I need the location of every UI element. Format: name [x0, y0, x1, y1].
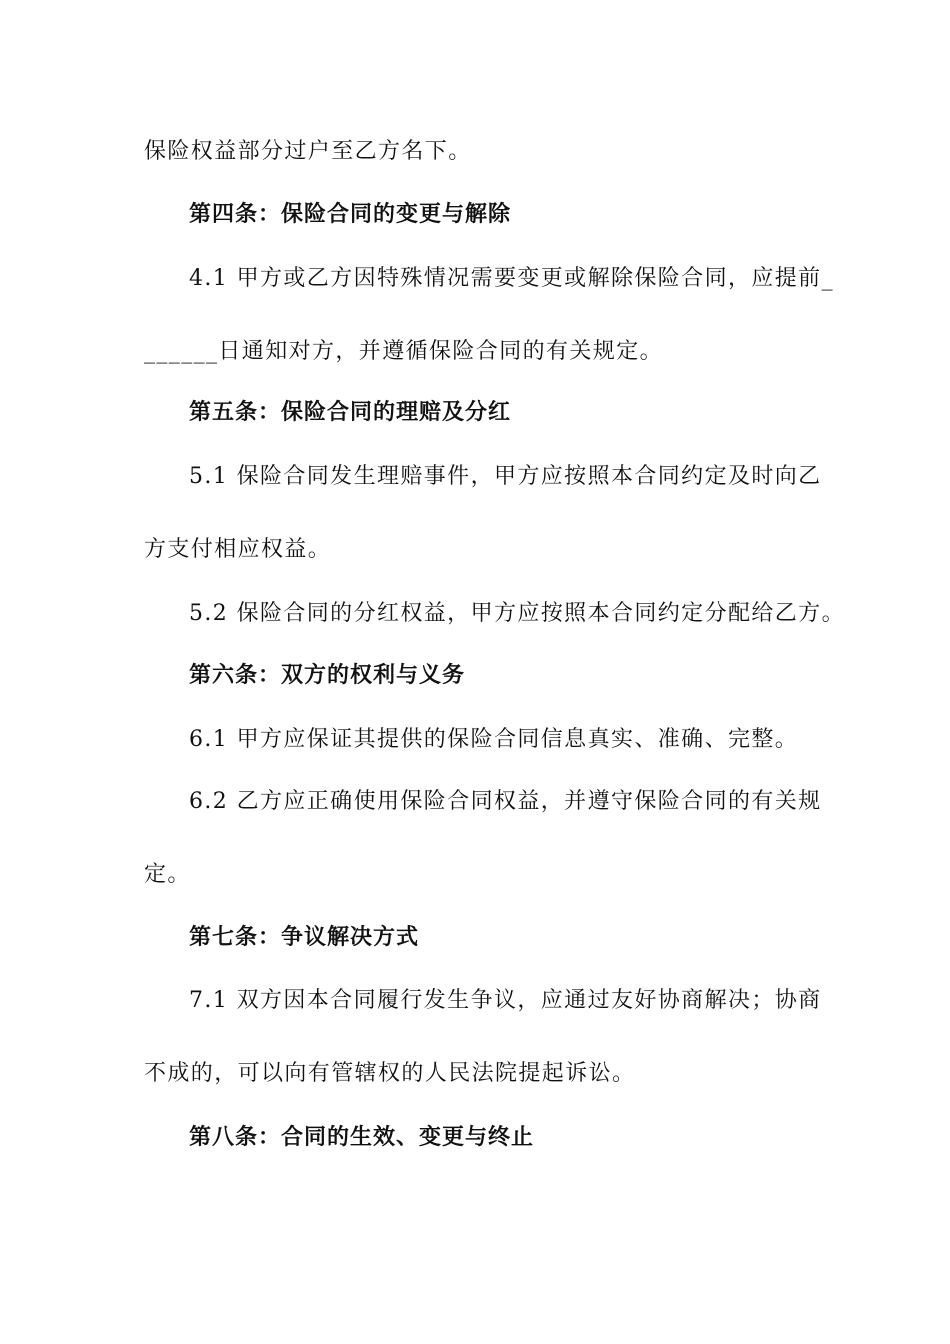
- clause-7-1-line-1: 7.1 双方因本合同履行发生争议，应通过友好协商解决；协商: [189, 988, 822, 1013]
- article-8-heading: 第八条：合同的生效、变更与终止: [189, 1125, 535, 1150]
- clause-5-1-line-2: 方支付相应权益。: [144, 537, 332, 562]
- clause-7-1-line-2: 不成的，可以向有管辖权的人民法院提起诉讼。: [144, 1061, 636, 1086]
- clause-4-1-line-1: 4.1 甲方或乙方因特殊情况需要变更或解除保险合同，应提前_: [189, 266, 834, 291]
- article-5-heading: 第五条：保险合同的理赔及分红: [189, 400, 512, 425]
- article-4-heading: 第四条：保险合同的变更与解除: [189, 202, 512, 227]
- clause-5-2: 5.2 保险合同的分红权益，甲方应按照本合同约定分配给乙方。: [189, 601, 845, 626]
- article-7-heading: 第七条：争议解决方式: [189, 925, 420, 950]
- clause-6-2-line-2: 定。: [144, 862, 191, 887]
- paragraph-continuation: 保险权益部分过户至乙方名下。: [144, 139, 472, 164]
- clause-4-1-line-2: ______日通知对方，并遵循保险合同的有关规定。: [144, 339, 664, 364]
- clause-6-2-line-1: 6.2 乙方应正确使用保险合同权益，并遵守保险合同的有关规: [189, 789, 822, 814]
- clause-5-1-line-1: 5.1 保险合同发生理赔事件，甲方应按照本合同约定及时向乙: [189, 464, 822, 489]
- clause-6-1: 6.1 甲方应保证其提供的保险合同信息真实、准确、完整。: [189, 727, 799, 752]
- article-6-heading: 第六条：双方的权利与义务: [189, 663, 466, 688]
